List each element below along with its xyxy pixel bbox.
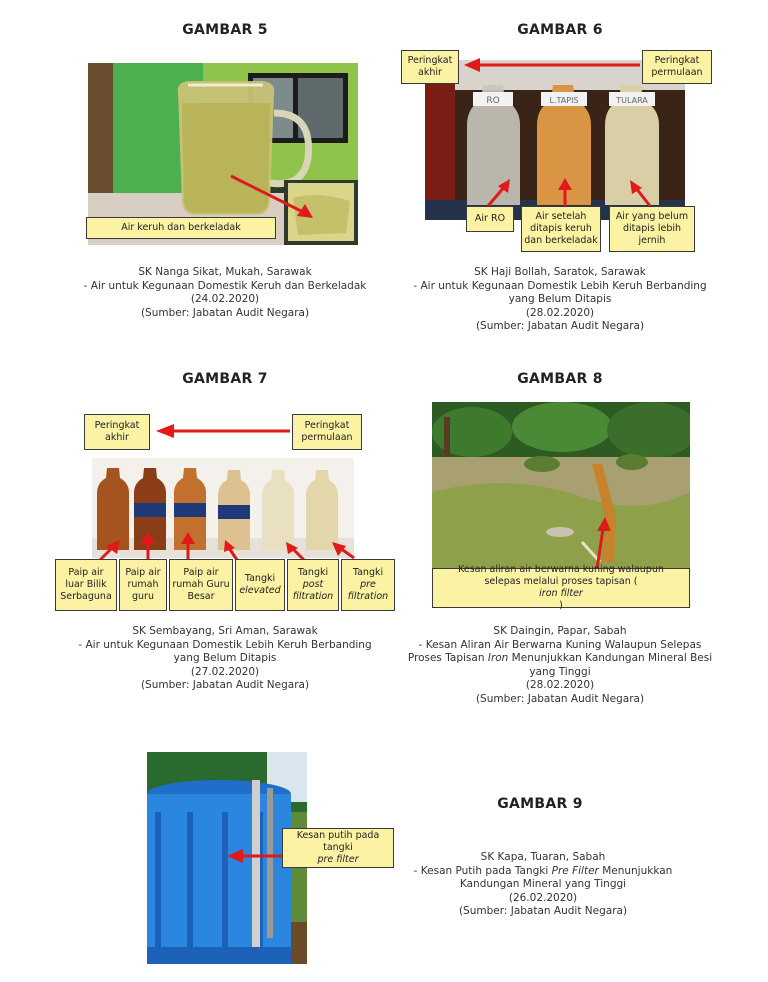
gambar-7-label-akhir-line-2: akhir bbox=[105, 432, 129, 443]
gambar-6-caption-line-2: - Air untuk Kegunaan Domestik Lebih Keruh Berbanding bbox=[413, 279, 707, 292]
gambar-6-caption-line-4: (28.02.2020) bbox=[525, 306, 595, 319]
gambar-6-label-permulaan-line-1: Peringkat bbox=[654, 55, 700, 66]
gambar-7-callout-2-line-3: guru bbox=[132, 591, 154, 602]
gambar-5-callout-text: Air keruh dan berkeladak bbox=[121, 222, 241, 233]
gambar-7-callout-1-line-3: Serbaguna bbox=[60, 591, 112, 602]
gambar-7-callout-5-line-2: post bbox=[302, 579, 324, 590]
gambar-6-callout-ditapis-line-1: Air setelah bbox=[535, 211, 587, 222]
gambar-9-callout bbox=[282, 828, 394, 868]
gambar-8-caption-line-5: (28.02.2020) bbox=[525, 679, 595, 691]
gambar-6-callout-belum-line-1: Air yang belum bbox=[615, 211, 689, 222]
gambar-7-label-permulaan bbox=[292, 414, 362, 450]
gambar-6-label-akhir-line-1: Peringkat bbox=[407, 55, 453, 66]
gambar-6-label-permulaan bbox=[642, 50, 712, 84]
gambar-8-arrow bbox=[585, 515, 615, 571]
gambar-9-arrow bbox=[225, 846, 285, 866]
gambar-5-caption-line-1: SK Nanga Sikat, Mukah, Sarawak bbox=[138, 266, 312, 278]
gambar-6-callout-ro-text: Air RO bbox=[474, 213, 506, 224]
gambar-6-title: GAMBAR 6 bbox=[517, 22, 603, 38]
gambar-7-callout-6-line-2: pre bbox=[360, 579, 376, 590]
gambar-7-callout-6-line-3: filtration bbox=[347, 591, 389, 602]
gambar-7-title: GAMBAR 7 bbox=[182, 371, 268, 387]
gambar-8-caption bbox=[395, 625, 725, 706]
gambar-7-caption-line-5: (Sumber: Jabatan Audit Negara) bbox=[140, 679, 310, 691]
gambar-6-label-akhir-line-2: akhir bbox=[418, 67, 442, 78]
gambar-9-title: GAMBAR 9 bbox=[497, 796, 583, 812]
gambar-8-callout-line-2-pre: selepas melalui proses tapisan ( bbox=[484, 576, 638, 587]
gambar-6-callout-belum bbox=[609, 206, 695, 252]
gambar-7-callout-1-line-2: luar Bilik bbox=[65, 579, 107, 590]
gambar-7-caption-line-4: (27.02.2020) bbox=[190, 665, 260, 678]
bottle-label-ro: RO bbox=[486, 96, 500, 106]
gambar-8-caption-line-1: SK Daingin, Papar, Sabah bbox=[493, 625, 627, 637]
gambar-8-caption-line-4: yang Tinggi bbox=[529, 665, 591, 678]
gambar-8-caption-line-2: - Kesan Aliran Air Berwarna Kuning Walaupun Selepas bbox=[418, 638, 702, 651]
gambar-5-caption-line-4: (Sumber: Jabatan Audit Negara) bbox=[140, 306, 310, 319]
gambar-6-callout-ditapis bbox=[521, 206, 601, 252]
gambar-9-caption-line-3: Kandungan Mineral yang Tinggi bbox=[459, 878, 627, 890]
gambar-8-callout-line-1: Kesan aliran air berwarna kuning walaupun bbox=[458, 564, 664, 575]
gambar-6-callout-ditapis-line-3: dan berkeladak bbox=[524, 235, 598, 246]
gambar-5-caption bbox=[60, 266, 390, 320]
gambar-7-label-akhir-line-1: Peringkat bbox=[94, 420, 140, 431]
gambar-7-callout-2-line-1: Paip air bbox=[125, 567, 161, 578]
gambar-8-callout-line-2-italic: iron filter bbox=[539, 588, 583, 599]
gambar-9-callout-line-2-italic: pre filter bbox=[317, 854, 359, 865]
gambar-9-caption-line-2-post: Menunjukkan bbox=[598, 864, 673, 877]
gambar-7-callout-6-line-1: Tangki bbox=[352, 567, 384, 578]
gambar-7-caption-line-3: yang Belum Ditapis bbox=[173, 652, 277, 664]
bottle-label-tapis: L.TAPIS bbox=[549, 96, 579, 105]
gambar-9-caption-line-1: SK Kapa, Tuaran, Sabah bbox=[480, 851, 606, 863]
gambar-8-caption-line-3-post: Menunjukkan Kandungan Mineral Besi bbox=[508, 652, 713, 664]
gambar-6-caption-line-3: yang Belum Ditapis bbox=[508, 293, 612, 305]
gambar-6-caption-line-1: SK Haji Bollah, Saratok, Sarawak bbox=[474, 266, 646, 278]
gambar-8-caption-line-3-italic: Iron bbox=[487, 652, 509, 664]
gambar-7-label-permulaan-line-2: permulaan bbox=[301, 432, 353, 443]
gambar-7-caption bbox=[60, 625, 390, 693]
gambar-7-label-akhir bbox=[84, 414, 150, 450]
gambar-7-callout-1 bbox=[55, 559, 117, 611]
gambar-5-title: GAMBAR 5 bbox=[182, 22, 268, 38]
gambar-6-callout-ro bbox=[466, 206, 514, 232]
gambar-5-caption-line-2: - Air untuk Kegunaan Domestik Keruh dan Berkeladak bbox=[83, 279, 367, 292]
gambar-7-callout-2-line-2: rumah bbox=[127, 579, 159, 590]
gambar-7-callout-4-line-2: elevated bbox=[239, 585, 281, 596]
gambar-9-caption-line-4: (26.02.2020) bbox=[508, 891, 578, 904]
gambar-9-caption bbox=[408, 851, 678, 919]
bottle-label-tulara: TULARA bbox=[616, 96, 648, 105]
garden-yellow-water-image bbox=[432, 402, 690, 568]
gambar-7-callout-4 bbox=[235, 559, 285, 611]
gambar-6-label-permulaan-line-2: permulaan bbox=[651, 67, 703, 78]
gambar-8-caption-line-3-pre: Proses Tapisan bbox=[407, 652, 488, 664]
gambar-6-callout-ditapis-line-2: ditapis keruh bbox=[530, 223, 592, 234]
gambar-5-caption-line-3: (24.02.2020) bbox=[190, 293, 260, 305]
gambar-7-callout-4-line-1: Tangki bbox=[244, 573, 276, 584]
gambar-8-callout bbox=[432, 564, 690, 611]
gambar-7-callout-5-line-3: filtration bbox=[292, 591, 334, 602]
gambar-9-caption-line-2-italic: Pre Filter bbox=[551, 864, 599, 877]
gambar-5-arrow bbox=[225, 170, 325, 230]
gambar-6-callout-belum-line-3: jernih bbox=[638, 235, 666, 246]
gambar-7-caption-line-2: - Air untuk Kegunaan Domestik Lebih Keruh Berbanding bbox=[78, 638, 372, 651]
gambar-9-caption-line-2-pre: - Kesan Putih pada Tangki bbox=[413, 864, 552, 877]
gambar-8-caption-line-6: (Sumber: Jabatan Audit Negara) bbox=[475, 692, 645, 705]
gambar-7-callout-1-line-1: Paip air bbox=[68, 567, 104, 578]
gambar-7-callout-2 bbox=[119, 559, 167, 611]
gambar-6-callout-belum-line-2: ditapis lebih bbox=[622, 223, 682, 234]
gambar-6-caption bbox=[395, 266, 725, 334]
gambar-7-callout-3-line-2: rumah Guru bbox=[172, 579, 230, 590]
gambar-7-callout-5 bbox=[287, 559, 339, 611]
gambar-7-callout-3-line-1: Paip air bbox=[183, 567, 219, 578]
gambar-6-caption-line-5: (Sumber: Jabatan Audit Negara) bbox=[475, 320, 645, 332]
gambar-7-stage-arrow bbox=[152, 421, 292, 441]
gambar-6-label-akhir bbox=[401, 50, 459, 84]
gambar-8-photo bbox=[432, 402, 690, 568]
gambar-7-caption-line-1: SK Sembayang, Sri Aman, Sarawak bbox=[132, 625, 318, 637]
gambar-7-label-permulaan-line-1: Peringkat bbox=[304, 420, 350, 431]
gambar-8-callout-line-2-post: ) bbox=[559, 600, 563, 611]
gambar-9-caption-line-5: (Sumber: Jabatan Audit Negara) bbox=[458, 905, 628, 917]
gambar-6-stage-arrow bbox=[460, 55, 642, 75]
gambar-9-callout-line-2-pre: tangki bbox=[323, 842, 353, 853]
gambar-9-callout-line-1: Kesan putih pada bbox=[296, 830, 380, 841]
gambar-7-callout-5-line-1: Tangki bbox=[297, 567, 329, 578]
gambar-7-callout-6 bbox=[341, 559, 395, 611]
gambar-6-callout-arrows bbox=[470, 176, 690, 210]
gambar-7-callout-3-line-3: Besar bbox=[187, 591, 215, 602]
gambar-7-callout-3 bbox=[169, 559, 233, 611]
gambar-8-title: GAMBAR 8 bbox=[517, 371, 603, 387]
